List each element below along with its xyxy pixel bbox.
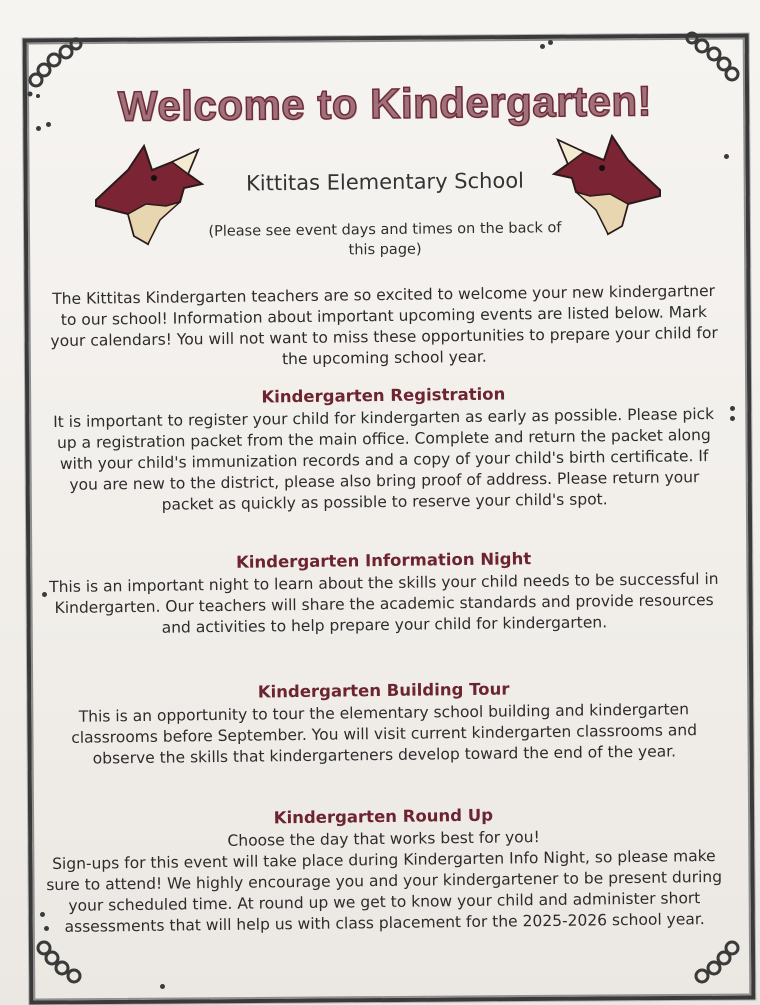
section-body: This is an important night to learn about the skills your child needs to be successful in Kindergarten. Our teachers will share the academic standards and provide resources and activities to help prepare your child for kindergarten. [49, 569, 719, 637]
section-body: It is important to register your child for kindergarten as early as possible. Please pick up a registration packet from the main office. Complete and return the packet along with your child's immunization records and a copy of your child's birth certificate. If you are new to the district, please also bring proof of address. Please return your packet as quickly as possible to reserve your child's spot. [53, 404, 715, 514]
intro-paragraph: The Kittitas Kindergarten teachers are so excited to welcome your new kindergartner to our school! Information about important upcoming events are listed below. Mark your calendars! You will not want to miss these opportunities to prepare your child for the upcoming school year. [50, 281, 718, 369]
decor-dot [40, 912, 45, 917]
decor-dot [730, 406, 735, 411]
school-name: Kittitas Elementary School [245, 168, 525, 196]
section-heading: Kindergarten Round Up [273, 805, 494, 828]
section-round-up [45, 802, 723, 938]
decor-dot [160, 984, 165, 989]
section-information-night [45, 546, 722, 640]
corner-ornament-icon [676, 928, 746, 998]
section-heading: Kindergarten Registration [261, 384, 506, 407]
decor-dot [724, 154, 729, 159]
page-title: Welcome to Kindergarten! [117, 77, 653, 130]
section-heading: Kindergarten Building Tour [257, 679, 510, 702]
corner-ornament-icon [30, 928, 100, 998]
section-body: This is an opportunity to tour the elementary school building and kindergarten classrooms before September. You will visit current kindergarten classrooms and observe the skills that kindergarteners develop toward the end of the year. [71, 700, 698, 768]
decor-dot [540, 44, 545, 49]
section-lead: Choose the day that works best for you! [227, 828, 540, 850]
section-building-tour [45, 676, 722, 770]
section-body: Sign-ups for this event will take place during Kindergarten Info Night, so please make sure to attend! We highly encourage you and your kindergartener to be present during your scheduled time. At round up we get to know your child and administer short assessments that will help us with class placement for the 2025-2026 school year. [46, 846, 723, 936]
section-heading: Kindergarten Information Night [235, 549, 532, 572]
decor-dot [730, 416, 735, 421]
section-registration [45, 381, 723, 517]
event-note: (Please see event days and times on the back of this page) [208, 220, 562, 259]
decor-dot [548, 40, 553, 45]
